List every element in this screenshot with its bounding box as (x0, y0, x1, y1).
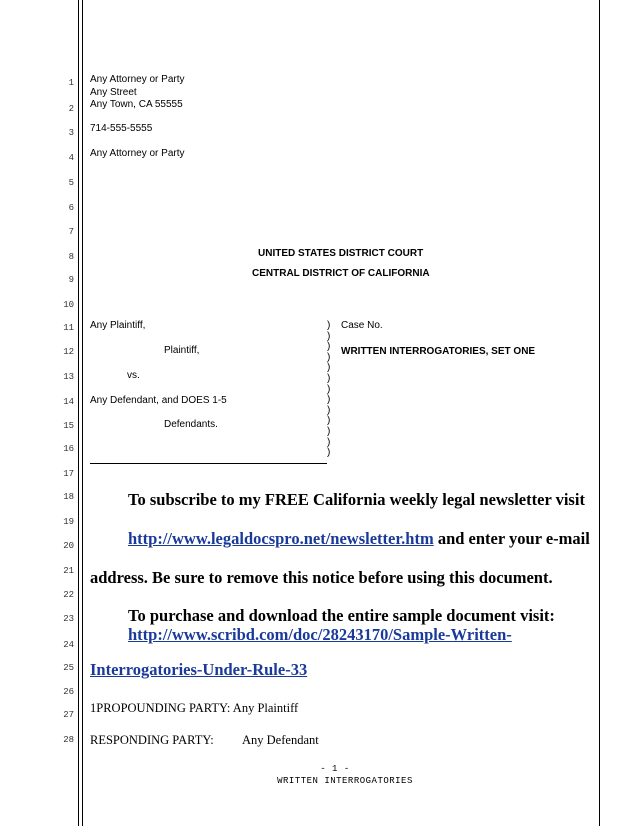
line-number: 10 (63, 300, 74, 310)
line-number: 2 (68, 104, 74, 114)
line-number: 1 (68, 78, 74, 88)
left-margin-rule-inner (82, 0, 83, 826)
line-number: 8 (68, 252, 74, 262)
line-number: 20 (63, 541, 74, 551)
responding-value: Any Defendant (242, 733, 319, 747)
line-number: 4 (68, 153, 74, 163)
caption-parentheses: ) ) ) ) ) ) ) ) ) ) ) ) ) (327, 320, 331, 459)
defendant-role: Defendants. (164, 419, 218, 430)
after-link-text: and enter your e-mail (433, 529, 590, 548)
plaintiff-role: Plaintiff, (164, 345, 200, 356)
scribd-link-part2[interactable]: Interrogatories-Under-Rule-33 (90, 660, 308, 679)
propounding-party: 1PROPOUNDING PARTY: Any Plaintiff (90, 701, 299, 715)
line-number: 9 (68, 275, 74, 285)
line-number: 27 (63, 710, 74, 720)
right-margin-rule (599, 0, 600, 826)
line-number: 24 (63, 640, 74, 650)
line-number: 22 (63, 590, 74, 600)
attorney-city: Any Town, CA 55555 (90, 99, 183, 110)
line-number: 7 (68, 227, 74, 237)
attorney-name: Any Attorney or Party (90, 74, 185, 85)
line-number: 16 (63, 444, 74, 454)
line-number: 3 (68, 128, 74, 138)
attorney-street: Any Street (90, 87, 137, 98)
line-number: 26 (63, 687, 74, 697)
line-number: 28 (63, 735, 74, 745)
left-margin-rule-outer (78, 0, 79, 826)
footer-title: WRITTEN INTERROGATORIES (277, 776, 413, 786)
caption-underline (90, 463, 327, 464)
court-name: UNITED STATES DISTRICT COURT (258, 248, 424, 259)
subscribe-text: To subscribe to my FREE California weekly legal newsletter visit (128, 490, 585, 509)
line-number: 17 (63, 469, 74, 479)
line-number: 23 (63, 614, 74, 624)
attorney-for: Any Attorney or Party (90, 148, 185, 159)
line-number: 25 (63, 663, 74, 673)
court-district: CENTRAL DISTRICT OF CALIFORNIA (252, 268, 430, 279)
line-number: 13 (63, 372, 74, 382)
responding-label: RESPONDING PARTY: (90, 733, 214, 747)
line-number: 18 (63, 492, 74, 502)
line-number: 12 (63, 347, 74, 357)
newsletter-line (128, 529, 590, 549)
attorney-phone: 714-555-5555 (90, 123, 153, 134)
line-number: 15 (63, 421, 74, 431)
line-number: 19 (63, 517, 74, 527)
newsletter-link[interactable]: http://www.legaldocspro.net/newsletter.htm (128, 529, 434, 548)
plaintiff-name: Any Plaintiff, (90, 320, 146, 331)
line-number: 14 (63, 397, 74, 407)
scribd-link-part1[interactable]: http://www.scribd.com/doc/28243170/Sample-Written- (128, 625, 512, 644)
versus: vs. (127, 370, 140, 381)
line-number: 6 (68, 203, 74, 213)
remove-notice: address. Be sure to remove this notice before using this document. (90, 568, 553, 587)
line-number: 21 (63, 566, 74, 576)
page-number: - 1 - (320, 764, 350, 774)
line-number: 5 (68, 178, 74, 188)
case-no-label: Case No. (341, 320, 383, 331)
purchase-text: To purchase and download the entire sample document visit: (128, 606, 555, 625)
document-title: WRITTEN INTERROGATORIES, SET ONE (341, 346, 536, 357)
defendant-name: Any Defendant, and DOES 1-5 (90, 395, 227, 406)
line-number: 11 (63, 323, 74, 333)
